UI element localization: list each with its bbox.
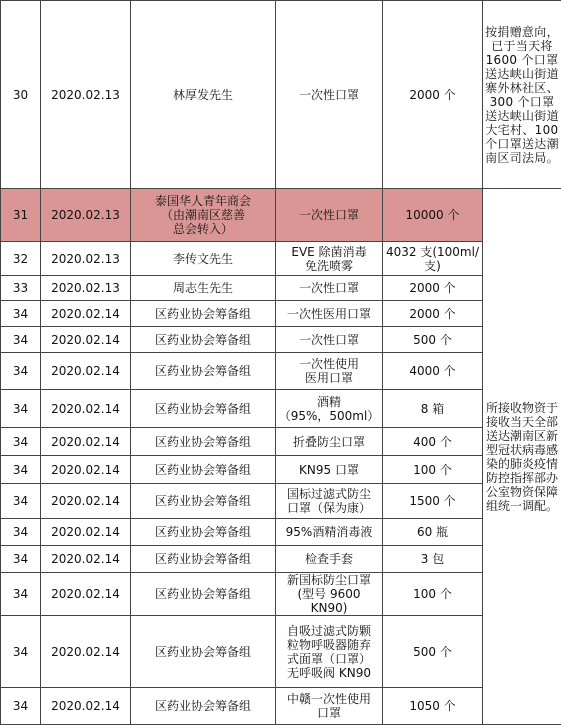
row-quantity: 500 个 bbox=[383, 616, 483, 688]
row-donor: 区药业协会筹备组 bbox=[131, 688, 276, 725]
row-item: 一次性医用口罩 bbox=[276, 301, 383, 327]
row-quantity: 100 个 bbox=[383, 573, 483, 616]
row-number: 34 bbox=[1, 390, 41, 428]
row-donor: 区药业协会筹备组 bbox=[131, 456, 276, 484]
row-quantity: 4032 支(100ml/支) bbox=[383, 242, 483, 276]
row-donor: 区药业协会筹备组 bbox=[131, 327, 276, 353]
row-number: 34 bbox=[1, 484, 41, 519]
row-date: 2020.02.14 bbox=[41, 519, 131, 546]
row-donor: 区药业协会筹备组 bbox=[131, 546, 276, 573]
row-date: 2020.02.14 bbox=[41, 390, 131, 428]
table-row bbox=[1, 573, 561, 616]
row-date: 2020.02.14 bbox=[41, 428, 131, 456]
row-date: 2020.02.14 bbox=[41, 484, 131, 519]
row-item: EVE 除菌消毒 免洗喷雾 bbox=[276, 242, 383, 276]
row-number: 34 bbox=[1, 616, 41, 688]
table-row bbox=[1, 1, 561, 189]
table-row bbox=[1, 353, 561, 390]
row-quantity: 2000 个 bbox=[383, 1, 483, 189]
row-date: 2020.02.14 bbox=[41, 301, 131, 327]
table-row-highlighted bbox=[1, 189, 561, 242]
row-number: 34 bbox=[1, 688, 41, 725]
row-number: 31 bbox=[1, 189, 41, 242]
table-row bbox=[1, 688, 561, 725]
row-quantity: 60 瓶 bbox=[383, 519, 483, 546]
table-row bbox=[1, 327, 561, 353]
row-donor: 区药业协会筹备组 bbox=[131, 573, 276, 616]
row-number: 34 bbox=[1, 327, 41, 353]
row-donor: 区药业协会筹备组 bbox=[131, 353, 276, 390]
table-row bbox=[1, 616, 561, 688]
table-row bbox=[1, 276, 561, 301]
row-item: 一次性口罩 bbox=[276, 327, 383, 353]
row-number: 34 bbox=[1, 456, 41, 484]
row-donor: 区药业协会筹备组 bbox=[131, 519, 276, 546]
row-date: 2020.02.13 bbox=[41, 189, 131, 242]
table-row bbox=[1, 456, 561, 484]
row-donor: 林厚发先生 bbox=[131, 1, 276, 189]
row-donor: 泰国华人青年商会 （由潮南区慈善 总会转入） bbox=[131, 189, 276, 242]
table-row bbox=[1, 390, 561, 428]
row-item: 中赣一次性使用 口罩 bbox=[276, 688, 383, 725]
row-quantity: 1050 个 bbox=[383, 688, 483, 725]
row-date: 2020.02.14 bbox=[41, 546, 131, 573]
row-item: 国标过滤式防尘 口罩（保为康） bbox=[276, 484, 383, 519]
row-date: 2020.02.13 bbox=[41, 276, 131, 301]
row-date: 2020.02.14 bbox=[41, 573, 131, 616]
row-item: 一次性口罩 bbox=[276, 276, 383, 301]
row-quantity: 10000 个 bbox=[383, 189, 483, 242]
row-quantity: 3 包 bbox=[383, 546, 483, 573]
table-row bbox=[1, 428, 561, 456]
row-number: 30 bbox=[1, 1, 41, 189]
row-number: 34 bbox=[1, 546, 41, 573]
table-row bbox=[1, 301, 561, 327]
row-item: 新国标防尘口罩 (型号 9600 KN90) bbox=[276, 573, 383, 616]
distribution-note-top: 按捐赠意向，已于当天将1600 个口罩送达峡山街道寨外林社区、300 个口罩送达峡山街道大宅村、100 个口罩送达潮南区司法局。 bbox=[483, 1, 561, 189]
row-item: KN95 口罩 bbox=[276, 456, 383, 484]
row-quantity: 400 个 bbox=[383, 428, 483, 456]
row-item: 一次性口罩 bbox=[276, 1, 383, 189]
row-item: 一次性使用 医用口罩 bbox=[276, 353, 383, 390]
row-quantity: 1500 个 bbox=[383, 484, 483, 519]
row-quantity: 100 个 bbox=[383, 456, 483, 484]
row-number: 32 bbox=[1, 242, 41, 276]
row-donor: 区药业协会筹备组 bbox=[131, 301, 276, 327]
row-date: 2020.02.14 bbox=[41, 353, 131, 390]
table-row bbox=[1, 546, 561, 573]
row-number: 34 bbox=[1, 353, 41, 390]
row-item: 自吸过滤式防颗 粒物呼吸器随弃 式面罩（口罩） 无呼吸阀 KN90 bbox=[276, 616, 383, 688]
row-quantity: 4000 个 bbox=[383, 353, 483, 390]
row-date: 2020.02.14 bbox=[41, 456, 131, 484]
row-donor: 李传文先生 bbox=[131, 242, 276, 276]
row-number: 34 bbox=[1, 519, 41, 546]
row-date: 2020.02.14 bbox=[41, 688, 131, 725]
row-donor: 区药业协会筹备组 bbox=[131, 616, 276, 688]
row-donor: 周志生先生 bbox=[131, 276, 276, 301]
row-number: 34 bbox=[1, 573, 41, 616]
row-quantity: 500 个 bbox=[383, 327, 483, 353]
row-number: 34 bbox=[1, 428, 41, 456]
row-donor: 区药业协会筹备组 bbox=[131, 428, 276, 456]
row-item: 折叠防尘口罩 bbox=[276, 428, 383, 456]
row-item: 酒精 （95%，500ml） bbox=[276, 390, 383, 428]
row-quantity: 8 箱 bbox=[383, 390, 483, 428]
table-row bbox=[1, 484, 561, 519]
row-quantity: 2000 个 bbox=[383, 301, 483, 327]
row-number: 34 bbox=[1, 301, 41, 327]
row-date: 2020.02.13 bbox=[41, 242, 131, 276]
row-date: 2020.02.14 bbox=[41, 327, 131, 353]
row-donor: 区药业协会筹备组 bbox=[131, 390, 276, 428]
row-donor: 区药业协会筹备组 bbox=[131, 484, 276, 519]
row-number: 33 bbox=[1, 276, 41, 301]
row-item: 一次性口罩 bbox=[276, 189, 383, 242]
table-row bbox=[1, 242, 561, 276]
distribution-note-bottom: 所接收物资于接收当天全部送达潮南区新型冠状病毒感染的肺炎疫情防控指挥部办公室物资保障组统一调配。 bbox=[483, 189, 561, 725]
row-item: 检查手套 bbox=[276, 546, 383, 573]
row-quantity: 2000 个 bbox=[383, 276, 483, 301]
table-row bbox=[1, 519, 561, 546]
row-date: 2020.02.13 bbox=[41, 1, 131, 189]
row-item: 95%酒精消毒液 bbox=[276, 519, 383, 546]
row-date: 2020.02.14 bbox=[41, 616, 131, 688]
